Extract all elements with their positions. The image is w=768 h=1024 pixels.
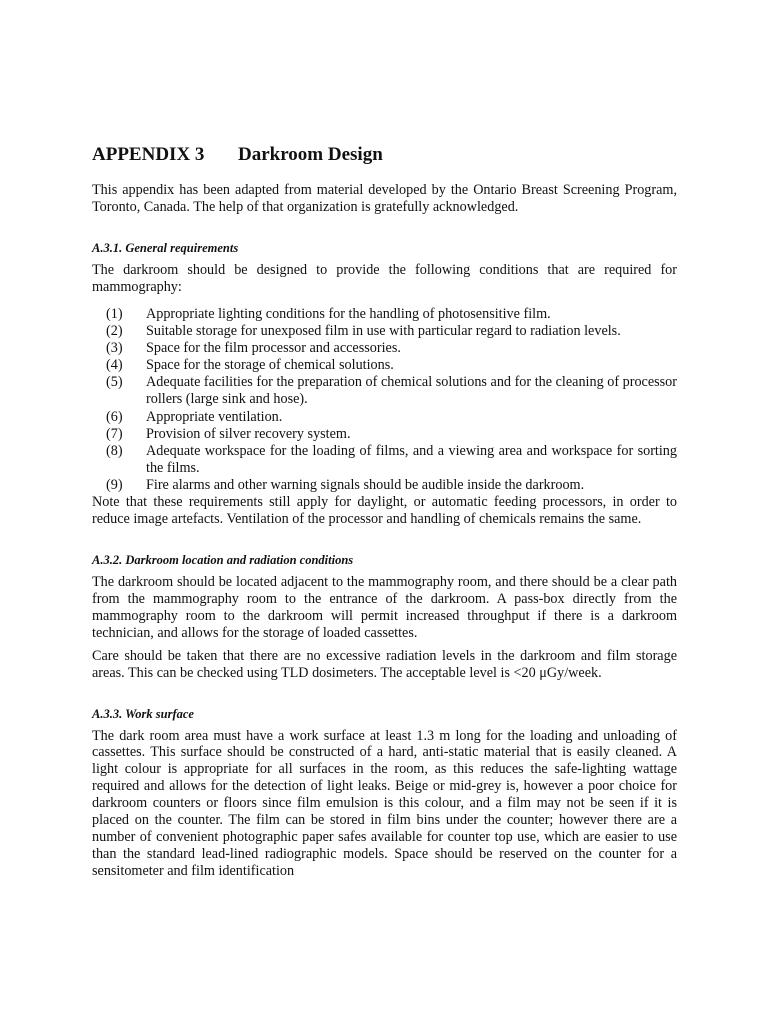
intro-paragraph: This appendix has been adapted from material developed by the Ontario Breast Screening Program, Toronto, Canada. The help of that organization is gratefully acknowledged. — [92, 182, 677, 215]
list-item-text: Space for the film processor and accessories. — [146, 340, 401, 357]
list-item — [92, 306, 677, 323]
list-item-text: Adequate facilities for the preparation of chemical solutions and for the cleaning of processor rollers (large sink and hose). — [146, 374, 677, 408]
list-item-text: Fire alarms and other warning signals should be audible inside the darkroom. — [146, 477, 585, 494]
list-item-text: Suitable storage for unexposed film in use with particular regard to radiation levels. — [146, 322, 621, 339]
list-item-text: Provision of silver recovery system. — [146, 425, 351, 442]
darkroom-location-paragraph-2: Care should be taken that there are no excessive radiation levels in the darkroom and film storage areas. This can be checked using TLD dosimeters. The acceptable level is <20 μGy/week. — [92, 647, 677, 681]
general-requirements-lead: The darkroom should be designed to provide the following conditions that are required for mammography: — [92, 261, 677, 295]
list-item-number: (2) — [106, 322, 123, 339]
list-item — [92, 409, 677, 426]
list-item-number: (6) — [106, 408, 123, 425]
list-item-number: (3) — [106, 340, 123, 357]
list-item-number: (4) — [106, 357, 123, 374]
list-item-number: (9) — [106, 477, 123, 494]
requirements-list — [92, 306, 677, 494]
section-heading-work-surface: A.3.3. Work surface — [92, 706, 194, 721]
general-requirements-note: Note that these requirements still apply for daylight, or automatic feeding processors, in order to reduce image artefacts. Ventilation of the processor and handling of chemicals remains the same. — [92, 494, 677, 528]
list-item-number: (1) — [106, 305, 123, 322]
darkroom-location-paragraph-1: The darkroom should be located adjacent to the mammography room, and there should be a clear path from the mammography room to the entrance of the darkroom. A pass-box directly from the mammography room to the darkroom will permit increased throughput if there is a darkroom technician, and allows for the storage of loaded cassettes. — [92, 574, 677, 641]
document-page — [92, 140, 677, 880]
list-item — [92, 477, 677, 494]
appendix-title-text: Darkroom Design — [238, 144, 383, 165]
section-heading-darkroom-location: A.3.2. Darkroom location and radiation conditions — [92, 553, 354, 568]
list-item — [92, 340, 677, 357]
work-surface-paragraph: The dark room area must have a work surface at least 1.3 m long for the loading and unloading of cassettes. This surface should be constructed of a hard, anti-static material that is easily cleaned. A light colour is appropriate for all surfaces in the room, as this reduces the safe-lighting wattage required and allows for the detection of light leaks. Beige or mid-grey is, however a poor choice for darkroom counters or floors since film emulsion is this colour, and a film may not be seen if it is placed on the counter. The film can be stored in film bins under the counter; however there are a number of convenient photographic paper safes available for counter top use, which are easier to use than the standard lead-lined radiographic models. Space should be reserved on the counter for a sensitometer and film identification — [92, 727, 677, 879]
section-heading-general-requirements: A.3.1. General requirements — [92, 240, 239, 255]
list-item — [92, 323, 677, 340]
appendix-title — [92, 144, 677, 166]
appendix-number: APPENDIX 3 — [92, 144, 205, 165]
list-item — [92, 426, 677, 443]
list-item — [92, 357, 677, 374]
list-item-number: (8) — [106, 442, 123, 459]
list-item — [92, 443, 677, 477]
list-item-text: Appropriate lighting conditions for the handling of photosensitive film. — [146, 305, 551, 322]
list-item-number: (5) — [106, 374, 123, 391]
list-item — [92, 374, 677, 408]
list-item-number: (7) — [106, 425, 123, 442]
list-item-text: Adequate workspace for the loading of films, and a viewing area and workspace for sorting the films. — [146, 442, 677, 476]
list-item-text: Appropriate ventilation. — [146, 408, 283, 425]
list-item-text: Space for the storage of chemical solutions. — [146, 357, 394, 374]
